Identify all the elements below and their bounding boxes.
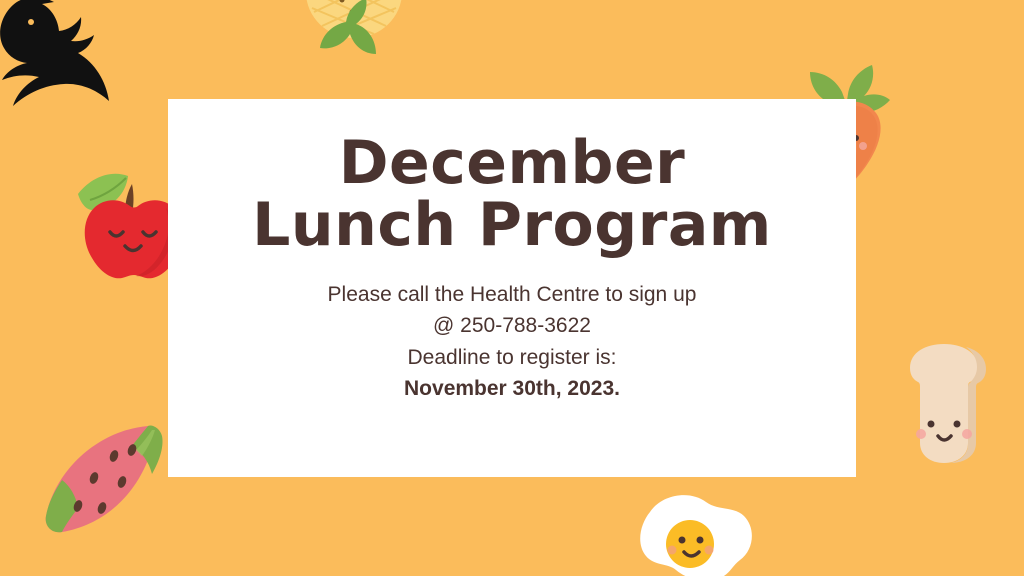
instruction-line-deadline-label: Deadline to register is:: [407, 345, 617, 369]
fried-egg-icon: [620, 488, 770, 576]
swan-logo-icon: [0, 0, 144, 131]
bread-slice-icon: [886, 340, 1006, 485]
instruction-line-deadline-date: November 30th, 2023.: [404, 377, 620, 401]
pineapple-icon: [288, 0, 428, 85]
page-title: December Lunch Program: [252, 128, 772, 261]
watermelon-slice-icon: [36, 420, 186, 565]
content-card: [168, 108, 856, 468]
instructions-block: [328, 279, 697, 405]
instruction-line-phone: @ 250-788-3622: [433, 314, 591, 338]
instruction-line-1: Please call the Health Centre to sign up: [327, 282, 697, 306]
